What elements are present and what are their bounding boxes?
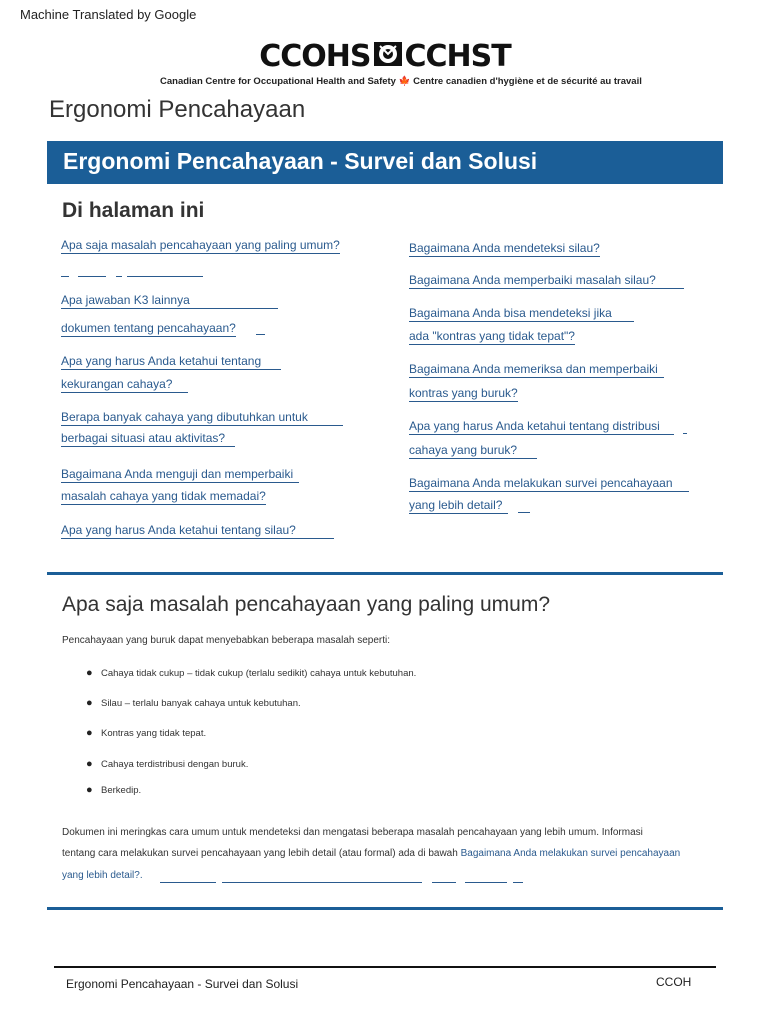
section-divider-bottom <box>47 907 723 910</box>
toc-link-common-problems[interactable]: Apa saja masalah pencahayaan yang paling umum? <box>61 238 340 252</box>
summary-paragraph-line <box>62 870 143 881</box>
toc-link-fix-glare[interactable]: Bagaimana Anda memperbaiki masalah silau? <box>409 273 684 289</box>
para-filler-line <box>465 882 507 883</box>
toc-link-distribution-cont[interactable]: cahaya yang buruk? <box>409 443 537 459</box>
toc-link-fix-contrast-cont[interactable]: kontras yang buruk? <box>409 386 518 400</box>
summary-paragraph-line: tentang cara melakukan survei pencahayaan yang lebih detail (atau formal) ada di bawah Bagaimana Anda melakukan survei pencahayaan <box>62 848 681 859</box>
bullet-item: ● Silau – terlalu banyak cahaya untuk kebutuhan. <box>86 697 301 709</box>
bullet-icon: ● <box>86 758 93 770</box>
logo-subtitle: Canadian Centre for Occupational Health and Safety 🍁 Centre canadien d'hygiène et de sécurité au travail <box>160 76 642 87</box>
toc-link-test-fix-insufficient[interactable]: Bagaimana Anda menguji dan memperbaiki <box>61 467 299 483</box>
toc-link-detailed-survey-cont[interactable]: yang lebih detail? <box>409 498 508 514</box>
detailed-survey-link[interactable]: Bagaimana Anda melakukan survei pencahayaan <box>460 848 681 859</box>
maple-leaf-icon: 🍁 <box>398 76 411 87</box>
bullet-icon: ● <box>86 727 93 739</box>
summary-paragraph-line: Dokumen ini meringkas cara umum untuk mendeteksi dan mengatasi beberapa masalah pencahayaan yang lebih umum. Informasi <box>62 827 643 838</box>
bullet-item: ● Cahaya terdistribusi dengan buruk. <box>86 758 249 770</box>
toc-filler-line <box>61 276 69 277</box>
toc-link-how-much-light[interactable]: Berapa banyak cahaya yang dibutuhkan untuk <box>61 410 343 426</box>
banner-title: Ergonomi Pencahayaan - Survei dan Solusi <box>63 148 538 174</box>
footer-org: CCOH <box>656 975 692 989</box>
toc-filler-line <box>116 276 122 277</box>
bullet-item: ● Kontras yang tidak tepat. <box>86 727 207 739</box>
page-title: Ergonomi Pencahayaan <box>49 96 306 123</box>
toc-link-lack-light-cont[interactable]: kekurangan cahaya? <box>61 377 188 393</box>
toc-link-detect-contrast-cont[interactable]: ada "kontras yang tidak tepat"? <box>409 329 575 343</box>
footer-title: Ergonomi Pencahayaan - Survei dan Solusi <box>66 977 299 991</box>
toc-filler-line <box>127 276 203 277</box>
toc-link-lack-light[interactable]: Apa yang harus Anda ketahui tentang <box>61 354 281 370</box>
section-divider <box>47 572 723 575</box>
section-title: Apa saja masalah pencahayaan yang paling umum? <box>62 593 550 616</box>
toc-filler-line <box>518 512 530 513</box>
toc-link-distribution[interactable]: Apa yang harus Anda ketahui tentang distribusi <box>409 419 674 435</box>
bullet-item: ● Cahaya tidak cukup – tidak cukup (terlalu sedikit) cahaya untuk kebutuhan. <box>86 667 417 679</box>
section-banner <box>47 141 723 184</box>
toc-link-glare[interactable]: Apa yang harus Anda ketahui tentang silau? <box>61 523 334 539</box>
logo-emblem-icon <box>372 40 404 75</box>
toc-link-how-much-light-cont[interactable]: berbagai situasi atau aktivitas? <box>61 431 235 447</box>
logo-ccohs-text: CCOHS <box>259 39 371 74</box>
bullet-icon: ● <box>86 697 93 709</box>
ccohs-logo <box>160 39 642 87</box>
toc-link-detailed-survey[interactable]: Bagaimana Anda melakukan survei pencahayaan <box>409 476 689 492</box>
bullet-icon: ● <box>86 667 93 679</box>
machine-translated-label: Machine Translated by Google <box>20 7 197 22</box>
para-filler-line <box>160 882 216 883</box>
toc-link-detect-contrast[interactable]: Bagaimana Anda bisa mendeteksi jika <box>409 306 634 322</box>
para-filler-line <box>222 882 422 883</box>
toc-filler-line <box>78 276 106 277</box>
toc-link-other-docs[interactable]: Apa jawaban K3 lainnya <box>61 293 278 309</box>
detailed-survey-link-cont[interactable]: yang lebih detail?. <box>62 870 143 881</box>
toc-filler-line <box>683 433 687 434</box>
section-intro: Pencahayaan yang buruk dapat menyebabkan beberapa masalah seperti: <box>62 635 391 646</box>
footer-rule <box>54 966 716 968</box>
bullet-icon: ● <box>86 784 93 796</box>
toc-link-other-docs-cont[interactable]: dokumen tentang pencahayaan? <box>61 321 236 335</box>
toc-link-fix-contrast[interactable]: Bagaimana Anda memeriksa dan memperbaiki <box>409 362 664 378</box>
para-filler-line <box>513 882 523 883</box>
toc-link-test-fix-insufficient-cont[interactable]: masalah cahaya yang tidak memadai? <box>61 489 266 503</box>
toc-filler-line <box>256 334 265 335</box>
toc-heading: Di halaman ini <box>62 199 205 222</box>
para-filler-line <box>432 882 456 883</box>
logo-cchst-text: CCHST <box>404 39 511 74</box>
toc-link-detect-glare[interactable]: Bagaimana Anda mendeteksi silau? <box>409 241 600 255</box>
bullet-item: ● Berkedip. <box>86 784 142 796</box>
